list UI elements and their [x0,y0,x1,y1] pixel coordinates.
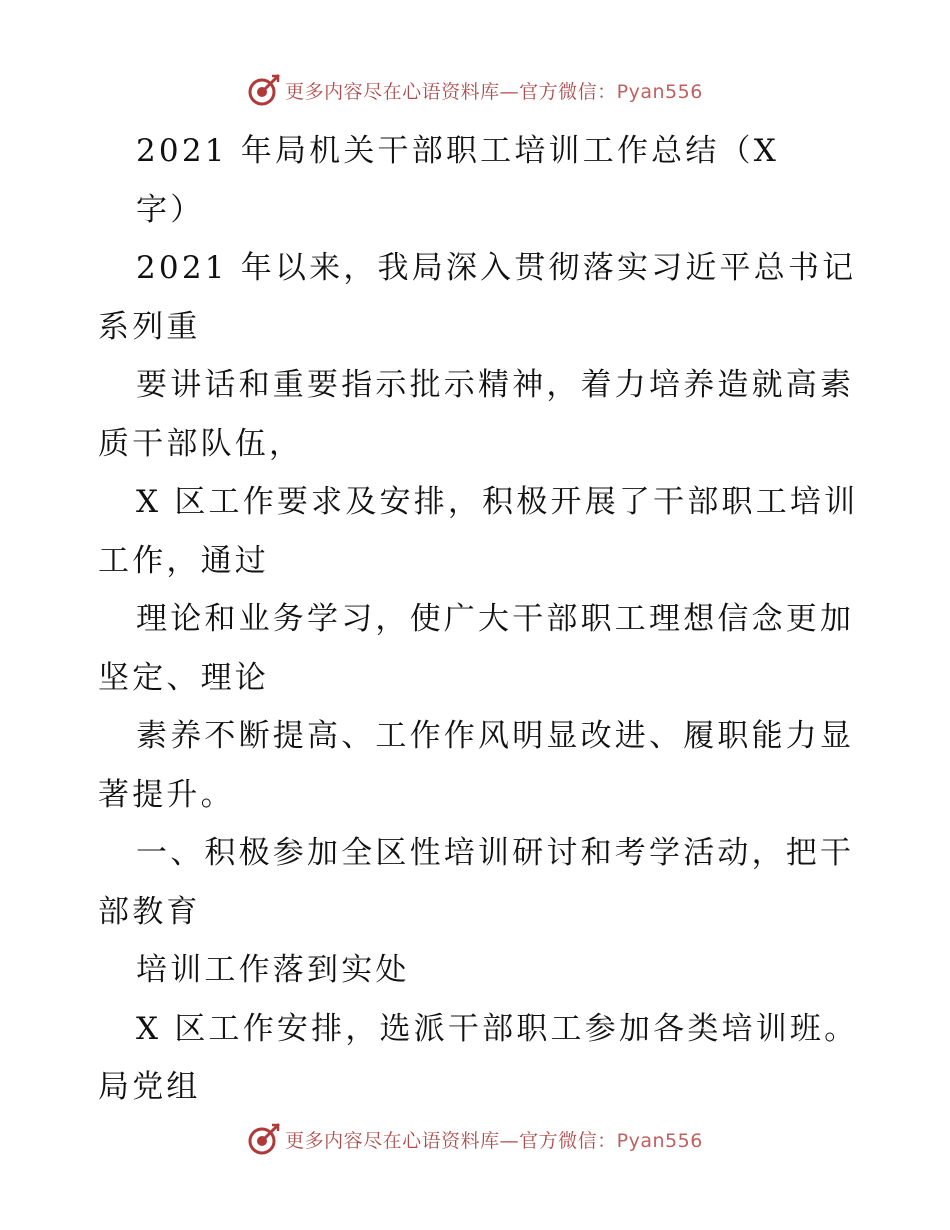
footer-wechat-id: Pyan556 [616,1129,703,1152]
text-line: X 区工作安排，选派干部职工参加各类培训班。 [136,1010,859,1047]
text-line: 培训工作落到实处 [136,952,410,988]
text-line: 局党组 [98,1069,201,1105]
text-line: 要讲话和重要指示批示精神，着力培养造就高素 [136,367,855,403]
text-line: 一、积极参加全区性培训研讨和考学活动，把干 [136,835,855,871]
text-line: X 区工作要求及安排，积极开展了干部职工培训 [136,484,859,520]
text-line: 部教育 [98,893,201,930]
text-line: 理论和业务学习，使广大干部职工理想信念更加 [136,601,855,637]
text-line: 字） [136,191,205,228]
header-banner [0,70,950,110]
text-line: 质干部队伍， [98,425,304,462]
header-banner-text: 更多内容尽在心语资料库—官方微信：Pyan556 [285,80,703,103]
header-wechat-id: Pyan556 [616,80,703,103]
text-line: 2021 年以来，我局深入贯彻落实习近平总书记 [136,250,857,286]
text-line: 素养不断提高、工作作风明显改进、履职能力显 [136,718,855,754]
text-line: 系列重 [98,308,201,345]
text-line: 2021 年局机关干部职工培训工作总结（X [136,133,780,169]
text-line: 坚定、理论 [98,659,269,696]
logo-icon [247,1122,281,1156]
text-line: 著提升。 [98,776,235,813]
logo-icon [247,73,281,107]
text-line: 工作，通过 [98,542,269,579]
document-body [98,122,858,1117]
footer-banner [0,1119,950,1159]
footer-banner-text: 更多内容尽在心语资料库—官方微信：Pyan556 [285,1129,703,1152]
